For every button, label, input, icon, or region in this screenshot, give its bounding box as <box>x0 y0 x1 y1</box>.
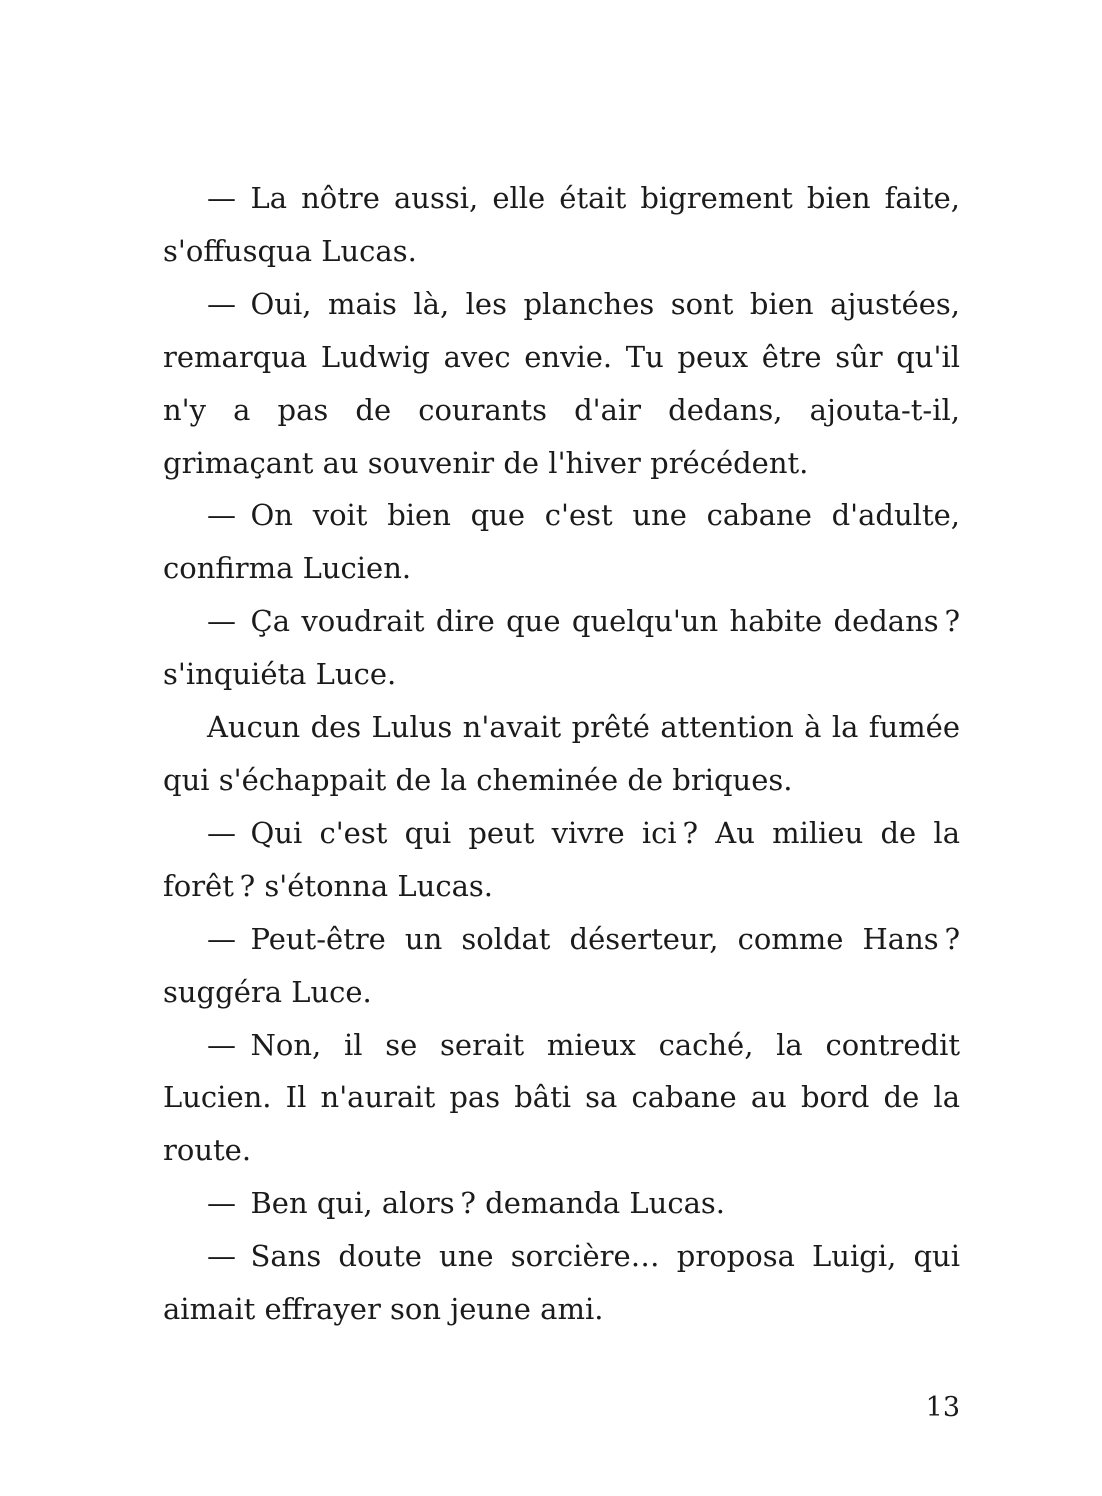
body-text <box>163 172 960 1336</box>
paragraph: — Sans doute une sorcière… proposa Luigi, qui aimait effrayer son jeune ami. <box>163 1239 960 1327</box>
paragraph: — La nôtre aussi, elle était bigrement bien faite, s'offusqua Lucas. <box>163 181 960 268</box>
paragraph: — Non, il se serait mieux caché, la contredit Lucien. Il n'aurait pas bâti sa cabane au bord de la route. <box>163 1027 960 1168</box>
paragraph: — On voit bien que c'est une cabane d'adulte, confirma Lucien. <box>163 498 960 586</box>
paragraph: — Ben qui, alors ? demanda Lucas. <box>207 1186 725 1221</box>
paragraph: Aucun des Lulus n'avait prêté attention à la fumée qui s'échappait de la cheminée de briques. <box>163 710 960 797</box>
paragraph: — Ça voudrait dire que quelqu'un habite dedans ? s'inquiéta Luce. <box>163 604 960 692</box>
paragraph: — Oui, mais là, les planches sont bien ajustées, remarqua Ludwig avec envie. Tu peux être sûr qu'il n'y a pas de courants d'air dedans, ajouta-t-il, grimaçant au souvenir de l'hiver précédent. <box>163 286 960 480</box>
paragraph: — Peut-être un soldat déserteur, comme Hans ? suggéra Luce. <box>163 921 960 1009</box>
page-number: 13 <box>925 1392 960 1423</box>
paragraph: — Qui c'est qui peut vivre ici ? Au milieu de la forêt ? s'étonna Lucas. <box>163 815 960 903</box>
